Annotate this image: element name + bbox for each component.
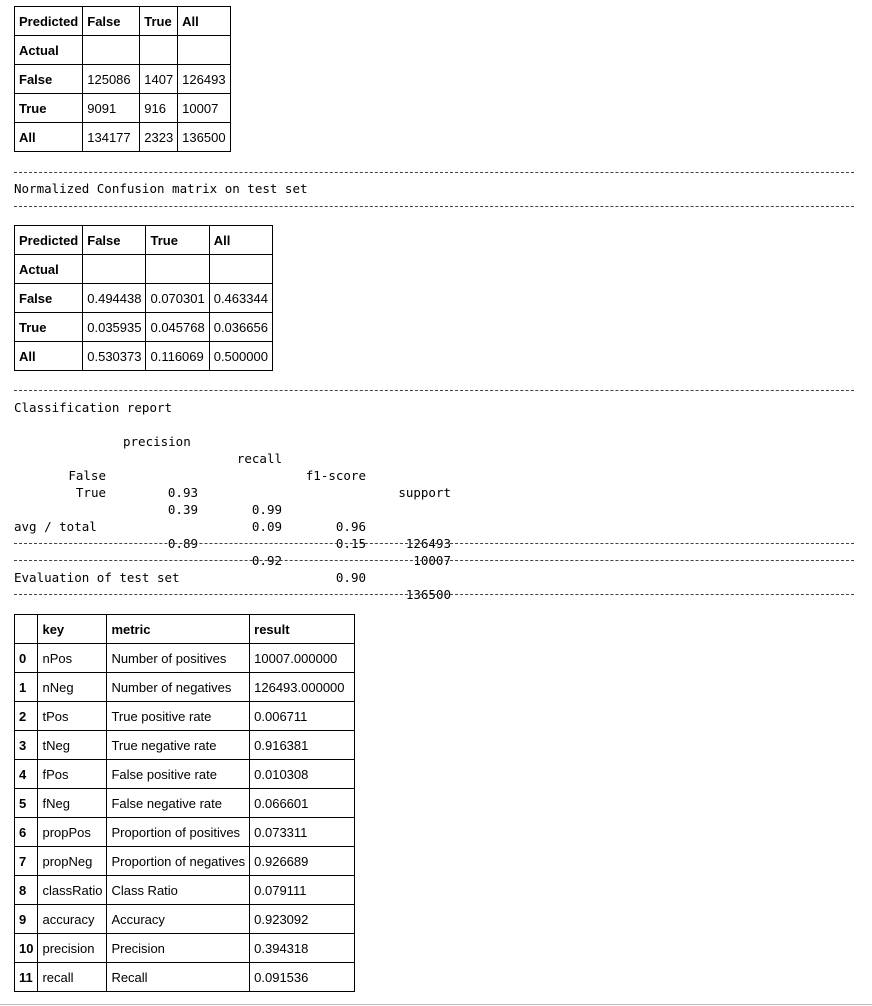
metric-result-cell: 0.073311 bbox=[250, 818, 355, 847]
report-value: 126493 bbox=[405, 536, 451, 551]
page-bottom-border bbox=[0, 1004, 872, 1005]
metric-key-cell: propPos bbox=[38, 818, 107, 847]
metric-name-cell: Proportion of negatives bbox=[107, 847, 250, 876]
table-row bbox=[15, 934, 355, 963]
column-header: All bbox=[209, 226, 272, 255]
report-col-f1: f1-score bbox=[305, 468, 366, 483]
evaluation-table-body bbox=[15, 644, 355, 992]
metric-name-cell: True negative rate bbox=[107, 731, 250, 760]
normalized-confusion-matrix-table bbox=[14, 225, 273, 371]
table-cell: 1407 bbox=[140, 65, 178, 94]
row-index: 3 bbox=[15, 731, 38, 760]
report-value: 0.89 bbox=[167, 536, 198, 551]
metric-result-cell: 10007.000000 bbox=[250, 644, 355, 673]
table-header-row bbox=[15, 615, 355, 644]
empty-cell bbox=[209, 255, 272, 284]
empty-cell bbox=[178, 36, 230, 65]
metric-key-cell: nPos bbox=[38, 644, 107, 673]
column-header: False bbox=[83, 7, 140, 36]
row-index: 7 bbox=[15, 847, 38, 876]
table-cell: 134177 bbox=[83, 123, 140, 152]
metric-name-cell: Recall bbox=[107, 963, 250, 992]
row-index: 1 bbox=[15, 673, 38, 702]
table-row bbox=[15, 123, 231, 152]
metric-key-cell: tPos bbox=[38, 702, 107, 731]
report-row-label: False bbox=[68, 468, 106, 483]
row-index: 0 bbox=[15, 644, 38, 673]
row-index-label: Actual bbox=[15, 255, 83, 284]
table-row bbox=[15, 847, 355, 876]
column-header: True bbox=[140, 7, 178, 36]
table-cell: 0.035935 bbox=[83, 313, 146, 342]
confusion-matrix-table bbox=[14, 6, 231, 152]
row-label: All bbox=[15, 342, 83, 371]
table-cell: 10007 bbox=[178, 94, 230, 123]
table-row bbox=[15, 905, 355, 934]
report-col-support: support bbox=[398, 485, 451, 500]
table-header-row bbox=[15, 255, 273, 284]
report-row-label: True bbox=[75, 485, 106, 500]
row-index: 11 bbox=[15, 963, 38, 992]
table-cell: 0.530373 bbox=[83, 342, 146, 371]
column-header: True bbox=[146, 226, 209, 255]
column-header: key bbox=[38, 615, 107, 644]
metric-name-cell: False positive rate bbox=[107, 760, 250, 789]
table-row bbox=[15, 94, 231, 123]
report-value: 0.96 bbox=[335, 519, 366, 534]
table-row bbox=[15, 789, 355, 818]
row-label: True bbox=[15, 94, 83, 123]
report-total-label: avg / total bbox=[14, 519, 97, 534]
empty-cell bbox=[83, 255, 146, 284]
row-index: 4 bbox=[15, 760, 38, 789]
row-index: 5 bbox=[15, 789, 38, 818]
dashed-divider bbox=[14, 390, 854, 391]
table-cell: 0.500000 bbox=[209, 342, 272, 371]
row-index: 2 bbox=[15, 702, 38, 731]
metric-name-cell: Accuracy bbox=[107, 905, 250, 934]
table-cell: 0.494438 bbox=[83, 284, 146, 313]
report-value: 0.92 bbox=[251, 553, 282, 568]
metric-name-cell: Number of positives bbox=[107, 644, 250, 673]
metric-result-cell: 0.010308 bbox=[250, 760, 355, 789]
dashed-divider bbox=[14, 594, 854, 595]
metric-name-cell: True positive rate bbox=[107, 702, 250, 731]
column-header: metric bbox=[107, 615, 250, 644]
table-cell: 9091 bbox=[83, 94, 140, 123]
metric-key-cell: recall bbox=[38, 963, 107, 992]
metric-result-cell: 0.916381 bbox=[250, 731, 355, 760]
table-row bbox=[15, 818, 355, 847]
section-heading: Evaluation of test set bbox=[14, 570, 180, 585]
metric-key-cell: classRatio bbox=[38, 876, 107, 905]
table-header-row bbox=[15, 7, 231, 36]
metric-key-cell: precision bbox=[38, 934, 107, 963]
metric-result-cell: 0.066601 bbox=[250, 789, 355, 818]
table-cell: 126493 bbox=[178, 65, 230, 94]
empty-cell bbox=[83, 36, 140, 65]
report-value: 0.90 bbox=[335, 570, 366, 585]
metric-name-cell: Proportion of positives bbox=[107, 818, 250, 847]
table-row bbox=[15, 284, 273, 313]
report-value: 0.93 bbox=[167, 485, 198, 500]
row-index-label: Actual bbox=[15, 36, 83, 65]
table-cell: 136500 bbox=[178, 123, 230, 152]
dashed-divider bbox=[14, 543, 854, 544]
report-value: 0.09 bbox=[251, 519, 282, 534]
table-row bbox=[15, 673, 355, 702]
column-header: result bbox=[250, 615, 355, 644]
table-row bbox=[15, 963, 355, 992]
row-index: 6 bbox=[15, 818, 38, 847]
empty-cell bbox=[140, 36, 178, 65]
table-row bbox=[15, 876, 355, 905]
row-label: False bbox=[15, 284, 83, 313]
table-row bbox=[15, 760, 355, 789]
dashed-divider bbox=[14, 206, 854, 207]
metric-result-cell: 0.091536 bbox=[250, 963, 355, 992]
dashed-divider bbox=[14, 172, 854, 173]
table-cell: 2323 bbox=[140, 123, 178, 152]
table-cell: 125086 bbox=[83, 65, 140, 94]
evaluation-table bbox=[14, 614, 355, 992]
metric-result-cell: 0.079111 bbox=[250, 876, 355, 905]
metric-key-cell: fNeg bbox=[38, 789, 107, 818]
metric-result-cell: 0.006711 bbox=[250, 702, 355, 731]
table-row bbox=[15, 702, 355, 731]
table-row bbox=[15, 313, 273, 342]
table-row bbox=[15, 731, 355, 760]
row-label: False bbox=[15, 65, 83, 94]
section-heading: Classification report bbox=[14, 400, 173, 415]
report-col-recall: recall bbox=[236, 451, 282, 466]
metric-key-cell: accuracy bbox=[38, 905, 107, 934]
table-row bbox=[15, 342, 273, 371]
metric-key-cell: tNeg bbox=[38, 731, 107, 760]
metric-key-cell: propNeg bbox=[38, 847, 107, 876]
table-header-row bbox=[15, 36, 231, 65]
table-row bbox=[15, 65, 231, 94]
table-cell: 0.045768 bbox=[146, 313, 209, 342]
row-index: 8 bbox=[15, 876, 38, 905]
table-header-row bbox=[15, 226, 273, 255]
report-value: 136500 bbox=[405, 587, 451, 602]
row-label: True bbox=[15, 313, 83, 342]
metric-name-cell: False negative rate bbox=[107, 789, 250, 818]
metric-name-cell: Class Ratio bbox=[107, 876, 250, 905]
index-header-cell bbox=[15, 615, 38, 644]
table-cell: 916 bbox=[140, 94, 178, 123]
index-name-cell: Predicted bbox=[15, 226, 83, 255]
metric-key-cell: nNeg bbox=[38, 673, 107, 702]
row-index: 10 bbox=[15, 934, 38, 963]
column-header: All bbox=[178, 7, 230, 36]
report-value: 0.99 bbox=[251, 502, 282, 517]
metric-result-cell: 0.923092 bbox=[250, 905, 355, 934]
report-col-precision: precision bbox=[123, 434, 191, 449]
table-cell: 0.070301 bbox=[146, 284, 209, 313]
table-cell: 0.116069 bbox=[146, 342, 209, 371]
table-cell: 0.036656 bbox=[209, 313, 272, 342]
report-value: 10007 bbox=[413, 553, 451, 568]
metric-result-cell: 0.394318 bbox=[250, 934, 355, 963]
metric-result-cell: 0.926689 bbox=[250, 847, 355, 876]
dashed-divider bbox=[14, 560, 854, 561]
section-heading: Normalized Confusion matrix on test set bbox=[14, 181, 308, 196]
report-value: 0.39 bbox=[167, 502, 198, 517]
column-header: False bbox=[83, 226, 146, 255]
metric-key-cell: fPos bbox=[38, 760, 107, 789]
table-row bbox=[15, 644, 355, 673]
row-index: 9 bbox=[15, 905, 38, 934]
table-cell: 0.463344 bbox=[209, 284, 272, 313]
metric-name-cell: Number of negatives bbox=[107, 673, 250, 702]
empty-cell bbox=[146, 255, 209, 284]
index-name-cell: Predicted bbox=[15, 7, 83, 36]
row-label: All bbox=[15, 123, 83, 152]
metric-result-cell: 126493.000000 bbox=[250, 673, 355, 702]
metric-name-cell: Precision bbox=[107, 934, 250, 963]
report-value: 0.15 bbox=[335, 536, 366, 551]
